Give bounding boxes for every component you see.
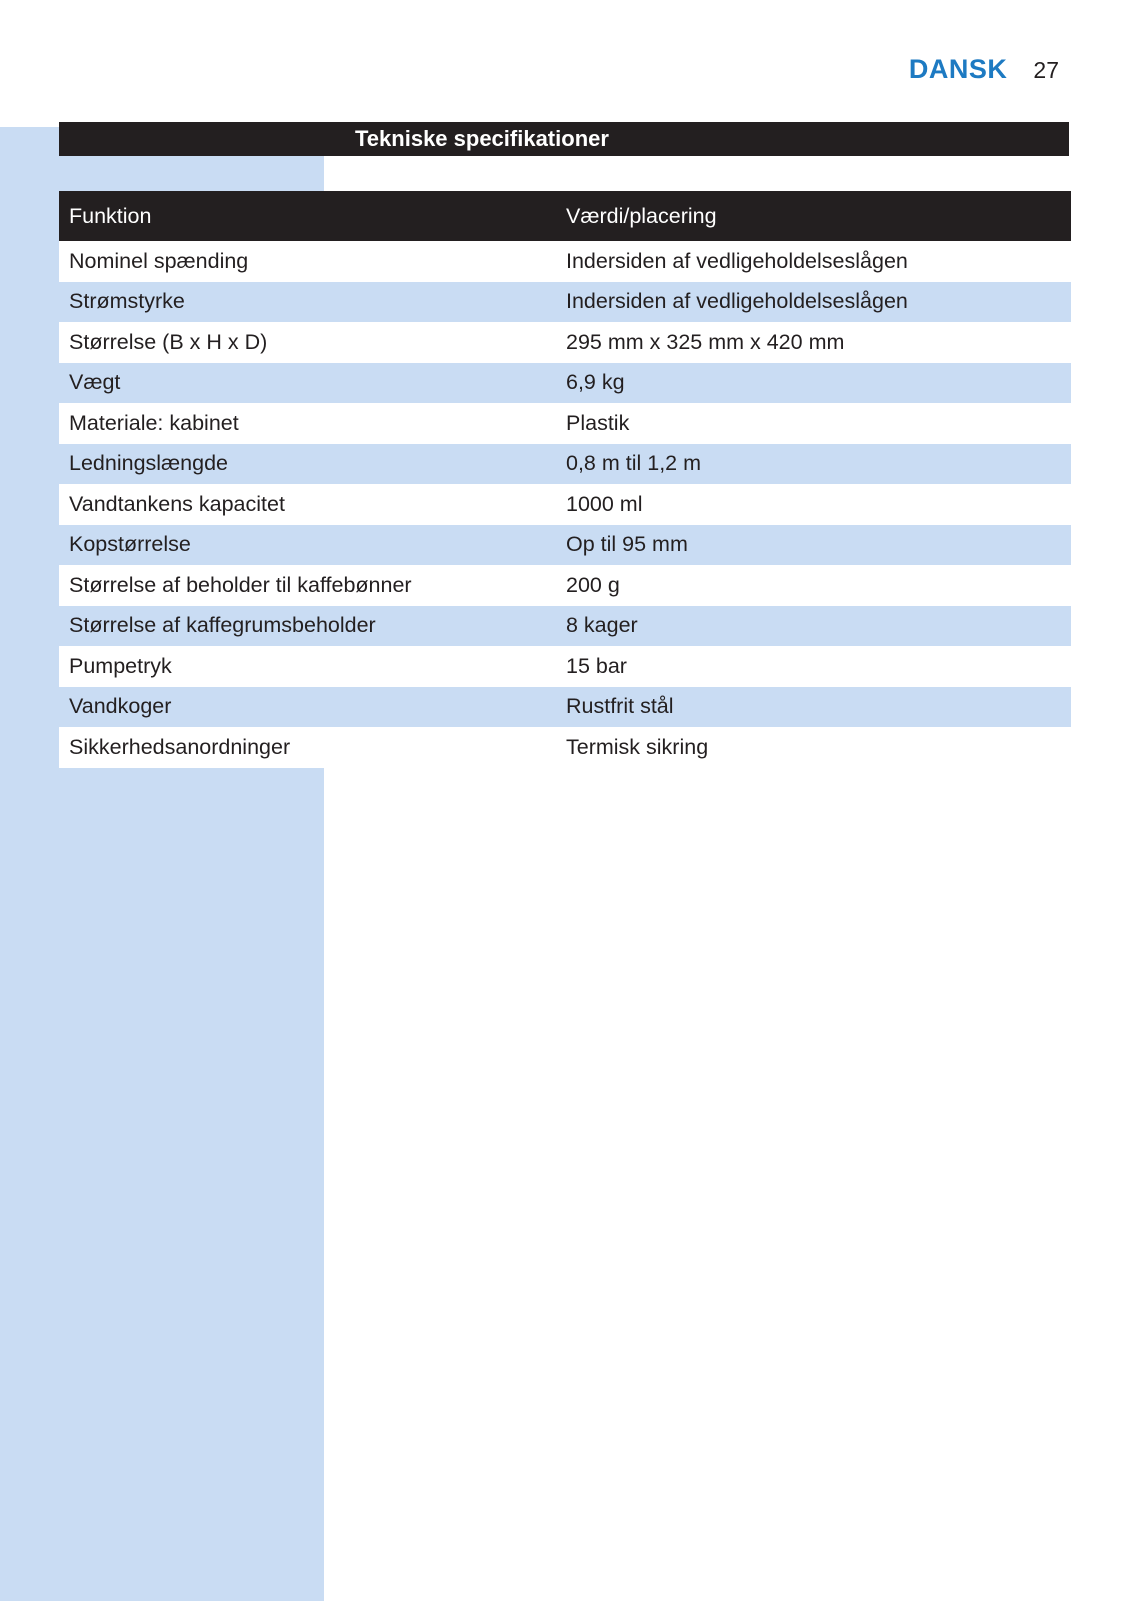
table-row — [59, 727, 1071, 768]
row-function: Vandkoger — [69, 694, 172, 719]
table-row — [59, 565, 1071, 606]
spec-table — [59, 191, 1071, 768]
table-row — [59, 363, 1071, 404]
row-value: 15 bar — [566, 653, 627, 678]
row-value: 295 mm x 325 mm x 420 mm — [566, 329, 845, 354]
row-value: Indersiden af vedligeholdelseslågen — [566, 248, 908, 273]
section-title-bar — [59, 122, 1069, 156]
table-row — [59, 606, 1071, 647]
table-row — [59, 444, 1071, 485]
page-number: 27 — [1033, 57, 1059, 83]
row-function: Størrelse af kaffegrumsbeholder — [69, 613, 376, 638]
row-value: 200 g — [566, 572, 620, 597]
row-value: Plastik — [566, 410, 630, 435]
row-value: Op til 95 mm — [566, 532, 688, 557]
language-label: DANSK — [908, 54, 1008, 84]
column-header-value: Værdi/placering — [566, 203, 717, 228]
table-row — [59, 403, 1071, 444]
table-row — [59, 646, 1071, 687]
table-row — [59, 687, 1071, 728]
table-row — [59, 484, 1071, 525]
row-function: Størrelse af beholder til kaffebønner — [69, 572, 412, 597]
row-value: 1000 ml — [566, 491, 643, 516]
row-value: Rustfrit stål — [566, 694, 674, 719]
table-row — [59, 241, 1071, 282]
table-header-row — [59, 191, 1071, 241]
row-value: 8 kager — [566, 613, 638, 638]
row-function: Sikkerhedsanordninger — [69, 734, 291, 759]
row-value: Termisk sikring — [566, 734, 709, 759]
row-function: Strømstyrke — [69, 289, 185, 314]
row-function: Ledningslængde — [69, 451, 228, 476]
page-header — [909, 54, 1059, 85]
row-function: Størrelse (B x H x D) — [69, 329, 268, 354]
row-function: Vægt — [69, 370, 121, 395]
row-value: Indersiden af vedligeholdelseslågen — [566, 289, 908, 314]
title-gap — [324, 156, 1069, 188]
table-row — [59, 525, 1071, 566]
table-row — [59, 322, 1071, 363]
row-function: Nominel spænding — [69, 248, 249, 273]
row-function: Materiale: kabinet — [69, 410, 239, 435]
row-value: 6,9 kg — [566, 370, 625, 395]
row-value: 0,8 m til 1,2 m — [566, 451, 702, 476]
row-function: Vandtankens kapacitet — [69, 491, 285, 516]
table-row — [59, 282, 1071, 323]
section-title: Tekniske specifikationer — [355, 126, 609, 151]
row-function: Kopstørrelse — [69, 532, 191, 557]
row-function: Pumpetryk — [69, 653, 172, 678]
column-header-function: Funktion — [69, 203, 152, 228]
